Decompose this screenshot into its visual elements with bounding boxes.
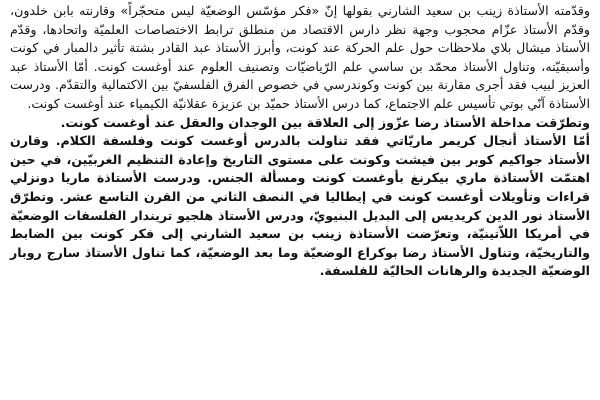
paragraph-emotion-reason: وتطرّقت مداخلة الأستاذ رضا عزّوز إلى العلاقة بين الوجدان والعقل عند أوغست كونت. <box>60 114 590 130</box>
paragraph-further-contributions: أمّا الأستاذ أنجال كريمر ماريّاتي فقد تناولت بالدرس أوغست كونت وفلسفة الكلام. وقارن الأستاذ جواكيم كوبر بين فيشت وكونت على مستوى التاريخ وإعادة التنظيم الغربيّين، في حين اهتمّت الأستاذة ماري بيكرنغ بأوغست كونت ومسألة الجنس. ودرست الأستاذة ماريا دونزلي قراءات وتأويلات أوغست كونت في إيطاليا في النصف الثاني من القرن التاسع عشر. وتطرّق الأستاذ نور الدين كريديس إلى البديل البنيويّ، ودرس الأستاذ هلجيو تريندار الفلسفات الوضعيّة في أمريكا اللاّتينيّة، وتعرّضت الأستاذة زينب بن سعيد الشارني إلى فكر كونت بين الضابط والتاريخيّة، وتناول الأستاذ رضا بوكراع الوضعيّة وما بعد الوضعيّة، كما تناول الأستاذ سارج روبار الوضعيّة الجديدة والرهانات الحاليّة للفلسفة. <box>10 133 590 279</box>
paragraph-conference-speakers: وقدّمته الأستاذة زينب بن سعيد الشارني بقولها إنّ «فكر مؤسّس الوضعيّة ليس متحجّراً» وقارنته بابن خلدون، وقدّم الأستاذ عزّام محجوب وجهة نظر دارس الاقتصاد من منطلق ترابط الاختصاصات العلميّة واتحادها، وقدّم الأستاذ ميشال بلاي ملاحظات حول علم الحركة عند كونت، وأبرز الأستاذ عبد القادر بشتة تأثير دالمبار في كونت وأسبقيّته، وتناول الأستاذ محمّد بن ساسي علم الرّياضيّات وتصنيف العلوم عند أوغست كونت. أمّا الأستاذ عبد العزيز لبيب فقد أجرى مقارنة بين كونت وكوندرسي في خصوص الفرق الفلسفيّ بين الاكتمالية والتقدّم. ودرست الأستاذة آنّي بوتي تأسيس علم الاجتماع، كما درس الأستاذ حميّد بن عزيزة عقلانيّة الكيمياء عند أوغست كونت. <box>10 3 590 111</box>
